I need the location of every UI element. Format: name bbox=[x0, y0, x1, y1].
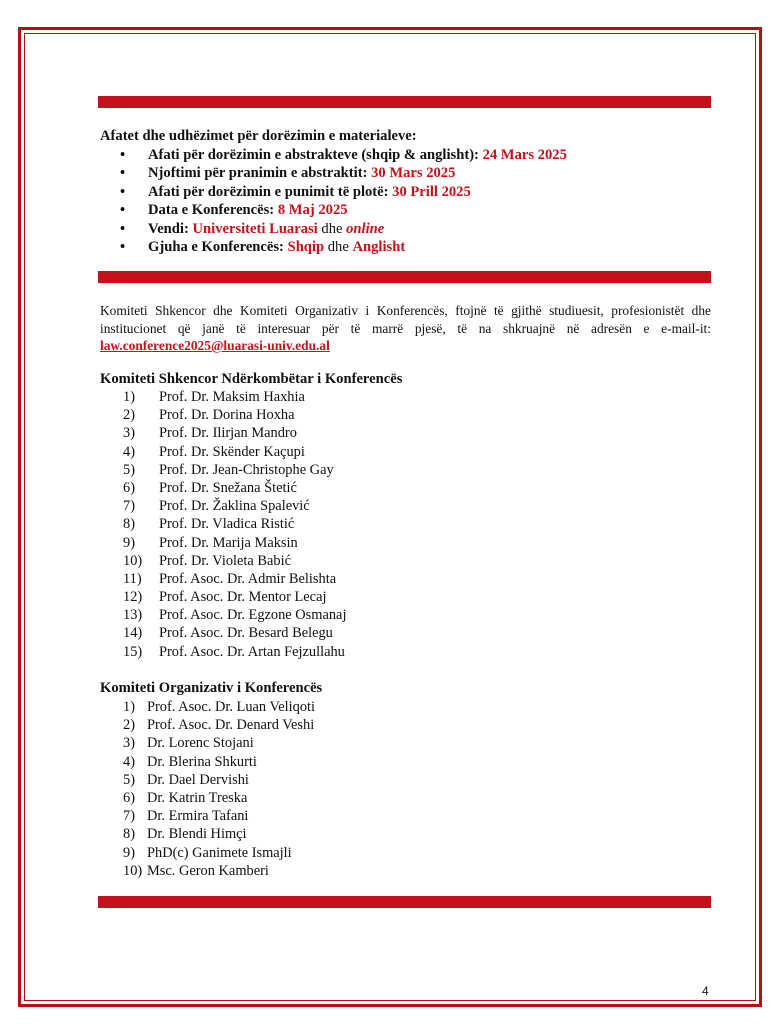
list-number: 6) bbox=[123, 789, 135, 806]
deadline-date: 30 Prill 2025 bbox=[392, 183, 471, 200]
list-item bbox=[123, 406, 346, 424]
deadline-label: Data e Konferencës: bbox=[148, 202, 278, 219]
list-number: 15) bbox=[123, 643, 143, 660]
deadlines-list bbox=[120, 146, 567, 256]
list-number: 7) bbox=[123, 808, 135, 825]
member-name: Prof. Dr. Violeta Babić bbox=[159, 552, 291, 569]
deadline-item-full-paper bbox=[120, 183, 567, 201]
member-name: Prof. Asoc. Dr. Egzone Osmanaj bbox=[159, 607, 347, 624]
member-name: Prof. Dr. Skënder Kaçupi bbox=[159, 443, 305, 460]
bullet-icon: • bbox=[120, 238, 126, 255]
member-name: Prof. Dr. Snežana Štetić bbox=[159, 479, 297, 496]
list-number: 1) bbox=[123, 389, 135, 405]
list-number: 6) bbox=[123, 479, 135, 496]
member-name: Dr. Katrin Treska bbox=[147, 789, 248, 806]
member-name: Prof. Asoc. Dr. Artan Fejzullahu bbox=[159, 643, 345, 660]
member-name: Msc. Geron Kamberi bbox=[147, 862, 269, 879]
list-number: 2) bbox=[123, 717, 135, 734]
list-number: 7) bbox=[123, 498, 135, 515]
language-1: Shqip bbox=[287, 238, 325, 255]
member-name: Dr. Blerina Shkurti bbox=[147, 753, 257, 770]
list-item bbox=[123, 844, 315, 862]
member-name: Prof. Dr. Jean-Christophe Gay bbox=[159, 461, 334, 478]
member-name: Prof. Dr. Maksim Haxhia bbox=[159, 389, 305, 405]
venue-place: Universiteti Luarasi bbox=[192, 220, 318, 237]
member-name: Prof. Dr. Dorina Hoxha bbox=[159, 407, 295, 424]
member-name: Dr. Lorenc Stojani bbox=[147, 735, 254, 752]
scientific-committee-list bbox=[123, 388, 346, 661]
list-number: 2) bbox=[123, 407, 135, 424]
divider-bar-bottom bbox=[98, 896, 711, 908]
list-item bbox=[123, 570, 346, 588]
deadline-item-abstracts bbox=[120, 146, 567, 164]
list-number: 10) bbox=[123, 862, 143, 879]
scientific-committee-heading: Komiteti Shkencor Ndërkombëtar i Konferencës bbox=[100, 371, 403, 387]
invitation-paragraph bbox=[100, 302, 711, 355]
list-item bbox=[123, 753, 315, 771]
list-item bbox=[123, 388, 346, 406]
list-number: 9) bbox=[123, 844, 135, 861]
member-name: Dr. Dael Dervishi bbox=[147, 771, 249, 788]
list-number: 11) bbox=[123, 570, 142, 587]
list-number: 14) bbox=[123, 625, 143, 642]
list-number: 13) bbox=[123, 607, 143, 624]
list-item bbox=[123, 734, 315, 752]
member-name: Prof. Asoc. Dr. Mentor Lecaj bbox=[159, 589, 327, 606]
member-name: Prof. Dr. Marija Maksin bbox=[159, 534, 298, 551]
deadline-date: 30 Mars 2025 bbox=[371, 165, 456, 182]
member-name: Dr. Blendi Himçi bbox=[147, 826, 247, 843]
deadlines-heading: Afatet dhe udhëzimet për dorëzimin e materialeve: bbox=[100, 128, 417, 144]
bullet-icon: • bbox=[120, 147, 126, 163]
member-name: Prof. Asoc. Dr. Luan Veliqoti bbox=[147, 699, 316, 715]
bullet-icon: • bbox=[120, 165, 126, 182]
list-item bbox=[123, 643, 346, 661]
email-link[interactable]: law.conference2025@luarasi-univ.edu.al bbox=[100, 338, 330, 353]
list-number: 8) bbox=[123, 516, 135, 533]
list-number: 10) bbox=[123, 552, 143, 569]
member-name: Prof. Asoc. Dr. Admir Belishta bbox=[159, 570, 337, 587]
member-name: Prof. Asoc. Dr. Denard Veshi bbox=[147, 717, 315, 734]
list-number: 3) bbox=[123, 425, 135, 442]
list-item bbox=[123, 497, 346, 515]
list-number: 9) bbox=[123, 534, 135, 551]
deadline-item-acceptance bbox=[120, 164, 567, 182]
language-conjunction: dhe bbox=[324, 238, 353, 255]
organizing-committee-list bbox=[123, 698, 315, 880]
deadline-item-conference-date bbox=[120, 201, 567, 219]
member-name: Dr. Ermira Tafani bbox=[147, 808, 249, 825]
list-item bbox=[123, 807, 315, 825]
list-item bbox=[123, 443, 346, 461]
deadline-item-venue bbox=[120, 220, 567, 238]
member-name: Prof. Dr. Žaklina Spalević bbox=[159, 498, 310, 515]
list-item bbox=[123, 461, 346, 479]
divider-bar-top bbox=[98, 96, 711, 108]
deadline-date: 8 Maj 2025 bbox=[277, 202, 348, 219]
list-number: 5) bbox=[123, 771, 135, 788]
deadline-label: Njoftimi për pranimin e abstraktit: bbox=[148, 165, 372, 182]
deadline-label: Afati për dorëzimin e punimit të plotë: bbox=[148, 183, 393, 200]
list-item bbox=[123, 606, 346, 624]
deadline-date: 24 Mars 2025 bbox=[482, 147, 567, 163]
list-item bbox=[123, 771, 315, 789]
list-number: 12) bbox=[123, 589, 143, 606]
list-item bbox=[123, 862, 315, 880]
list-item bbox=[123, 698, 315, 716]
list-item bbox=[123, 552, 346, 570]
list-number: 5) bbox=[123, 461, 135, 478]
list-item bbox=[123, 825, 315, 843]
member-name: PhD(c) Ganimete Ismajli bbox=[147, 844, 292, 861]
language-2: Anglisht bbox=[352, 238, 406, 255]
bullet-icon: • bbox=[120, 183, 126, 200]
list-number: 8) bbox=[123, 826, 135, 843]
bullet-icon: • bbox=[120, 202, 126, 219]
deadline-label: Afati për dorëzimin e abstrakteve (shqip & anglisht): bbox=[148, 147, 483, 163]
list-item bbox=[123, 424, 346, 442]
venue-label: Vendi: bbox=[148, 220, 193, 237]
member-name: Prof. Asoc. Dr. Besard Belegu bbox=[159, 625, 333, 642]
list-item bbox=[123, 588, 346, 606]
list-number: 3) bbox=[123, 735, 135, 752]
list-item bbox=[123, 534, 346, 552]
list-item bbox=[123, 479, 346, 497]
deadline-item-language bbox=[120, 238, 567, 256]
venue-conjunction: dhe bbox=[317, 220, 347, 237]
organizing-committee-heading: Komiteti Organizativ i Konferencës bbox=[100, 680, 323, 696]
bullet-icon: • bbox=[120, 220, 126, 237]
page-number: 4 bbox=[702, 984, 709, 998]
venue-mode: online bbox=[346, 220, 385, 237]
list-item bbox=[123, 515, 346, 533]
list-item bbox=[123, 716, 315, 734]
list-item bbox=[123, 624, 346, 642]
list-number: 1) bbox=[123, 699, 135, 715]
invitation-text: Komiteti Shkencor dhe Komiteti Organizativ i Konferencës, ftojnë të gjithë studiuesit, profesionistët dhe institucionet që janë të interesuar për të marrë pjesë, të na shkruajnë në adresën e e-mail-it: bbox=[100, 303, 711, 336]
list-number: 4) bbox=[123, 753, 135, 770]
list-item bbox=[123, 789, 315, 807]
list-number: 4) bbox=[123, 443, 135, 460]
member-name: Prof. Dr. Vladica Ristić bbox=[159, 516, 295, 533]
language-label: Gjuha e Konferencës: bbox=[148, 238, 288, 255]
member-name: Prof. Dr. Ilirjan Mandro bbox=[159, 425, 297, 442]
divider-bar-middle bbox=[98, 271, 711, 283]
